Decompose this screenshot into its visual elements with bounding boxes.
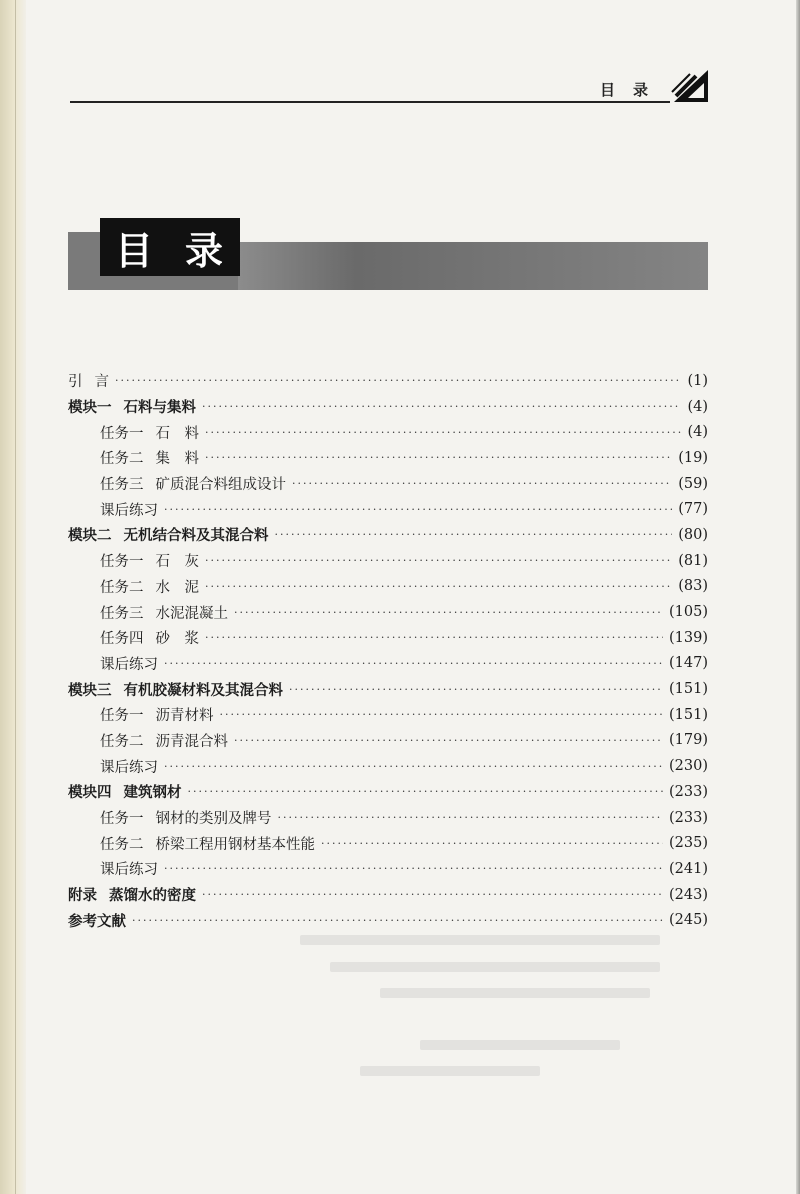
- toc-entry-label: [100, 499, 158, 520]
- toc-entry-page: (235): [669, 835, 708, 852]
- toc-entry-page: (1): [687, 372, 708, 389]
- book-spine-shadow: [0, 0, 26, 1194]
- toc-entry[interactable]: [68, 882, 708, 908]
- toc-entry-label: [100, 447, 199, 468]
- toc-leader-dots: [205, 581, 672, 592]
- bleed-through-text: [380, 988, 650, 998]
- toc-entry-title: 矿质混合料组成设计: [155, 477, 286, 494]
- toc-entry[interactable]: [68, 496, 708, 522]
- toc-entry-label: [100, 833, 315, 854]
- toc-entry-label: [68, 524, 269, 545]
- toc-entry-label: [68, 370, 109, 391]
- page-title: [100, 218, 240, 276]
- toc-entry-prefix: 任务三: [100, 477, 144, 494]
- toc-entry[interactable]: [68, 805, 708, 831]
- toc-entry-label: [100, 550, 199, 571]
- toc-entry-page: (243): [669, 886, 708, 903]
- toc-entry[interactable]: [68, 676, 708, 702]
- toc-leader-dots: [278, 812, 664, 823]
- toc-entry-page: (151): [669, 706, 708, 723]
- toc-leader-dots: [205, 632, 663, 643]
- toc-entry-title: 沥青混合料: [155, 733, 228, 750]
- toc-entry-page: (81): [678, 552, 708, 569]
- toc-leader-dots: [205, 427, 681, 438]
- toc-entry-title: 砂 浆: [155, 631, 199, 648]
- page-title-char-1: 目: [114, 228, 155, 273]
- toc-entry-label: [100, 602, 228, 623]
- toc-entry[interactable]: [68, 856, 708, 882]
- toc-leader-dots: [234, 735, 663, 746]
- toc-leader-dots: [275, 529, 673, 540]
- toc-entry[interactable]: [68, 907, 708, 933]
- toc-entry-page: (80): [678, 526, 708, 543]
- toc-entry-label: [68, 884, 196, 905]
- toc-entry-page: (139): [669, 629, 708, 646]
- triangle-ruler-icon: [670, 66, 712, 108]
- toc-entry-prefix: 任务一: [100, 811, 144, 828]
- running-header-char-1: 目: [600, 80, 616, 99]
- toc-entry-prefix: 任务一: [100, 554, 144, 571]
- toc-entry-title: 蒸馏水的密度: [109, 888, 196, 905]
- toc-entry-label: [100, 422, 199, 443]
- toc-entry-title: 集 料: [155, 451, 199, 468]
- page-title-char-2: 录: [184, 228, 225, 273]
- table-of-contents: [68, 368, 708, 933]
- toc-entry-title: 石 灰: [155, 554, 199, 571]
- toc-entry-title: 石 料: [155, 425, 199, 442]
- toc-entry-title: 钢材的类别及牌号: [155, 811, 272, 828]
- toc-entry[interactable]: [68, 702, 708, 728]
- toc-entry-prefix: 模块三: [68, 682, 112, 699]
- toc-entry-title: 无机结合料及其混合料: [123, 528, 269, 545]
- toc-entry-prefix: 课后练习: [100, 502, 158, 519]
- toc-entry[interactable]: [68, 368, 708, 394]
- toc-entry[interactable]: [68, 522, 708, 548]
- toc-entry-page: (59): [678, 475, 708, 492]
- toc-leader-dots: [164, 658, 663, 669]
- toc-entry-page: (151): [669, 681, 708, 698]
- toc-entry-label: [100, 473, 286, 494]
- toc-entry-prefix: 模块二: [68, 528, 112, 545]
- toc-entry-prefix: 任务三: [100, 605, 144, 622]
- toc-entry[interactable]: [68, 394, 708, 420]
- toc-entry-page: (19): [678, 449, 708, 466]
- toc-entry-page: (233): [669, 809, 708, 826]
- toc-entry-prefix: 模块四: [68, 785, 112, 802]
- toc-entry-prefix: 任务二: [100, 836, 144, 853]
- toc-entry-page: (105): [669, 604, 708, 621]
- toc-leader-dots: [289, 684, 663, 695]
- toc-entry[interactable]: [68, 625, 708, 651]
- toc-entry-label: [100, 576, 199, 597]
- toc-entry-title: 言: [94, 374, 109, 391]
- page-edge: [796, 0, 800, 1194]
- toc-entry-label: [100, 807, 272, 828]
- toc-entry-title: 石料与集料: [123, 400, 196, 417]
- toc-leader-dots: [164, 863, 663, 874]
- toc-entry[interactable]: [68, 728, 708, 754]
- toc-entry-page: (233): [669, 783, 708, 800]
- toc-entry-label: [68, 679, 283, 700]
- toc-entry-page: (147): [669, 655, 708, 672]
- toc-entry[interactable]: [68, 753, 708, 779]
- toc-leader-dots: [205, 555, 672, 566]
- toc-leader-dots: [202, 401, 681, 412]
- toc-leader-dots: [220, 709, 664, 720]
- book-gutter-line: [15, 0, 16, 1194]
- bleed-through-text: [330, 962, 660, 972]
- toc-entry-prefix: 任务四: [100, 631, 144, 648]
- toc-leader-dots: [292, 478, 672, 489]
- toc-entry-title: 有机胶凝材料及其混合料: [123, 682, 283, 699]
- toc-entry-prefix: 课后练习: [100, 759, 158, 776]
- toc-entry-page: (241): [669, 860, 708, 877]
- toc-entry-page: (77): [678, 501, 708, 518]
- bleed-through-text: [360, 1066, 540, 1076]
- toc-entry-prefix: 模块一: [68, 400, 112, 417]
- toc-entry-label: [68, 910, 126, 931]
- toc-leader-dots: [115, 375, 681, 386]
- toc-entry[interactable]: [68, 779, 708, 805]
- toc-entry-label: [100, 704, 214, 725]
- toc-leader-dots: [202, 889, 663, 900]
- toc-entry-page: (230): [669, 758, 708, 775]
- toc-entry[interactable]: [68, 574, 708, 600]
- toc-entry-prefix: 引: [68, 374, 83, 391]
- bleed-through-text: [300, 935, 660, 945]
- toc-entry-title: 建筑钢材: [123, 785, 182, 802]
- toc-entry-label: [100, 627, 199, 648]
- toc-entry[interactable]: [68, 548, 708, 574]
- toc-entry[interactable]: [68, 471, 708, 497]
- toc-leader-dots: [205, 452, 672, 463]
- toc-entry-prefix: 任务一: [100, 425, 144, 442]
- toc-entry[interactable]: [68, 599, 708, 625]
- toc-entry-label: [100, 756, 158, 777]
- toc-entry[interactable]: [68, 830, 708, 856]
- toc-entry-page: (179): [669, 732, 708, 749]
- toc-entry-prefix: 任务一: [100, 708, 144, 725]
- toc-entry-prefix: 课后练习: [100, 656, 158, 673]
- toc-entry-page: (245): [669, 912, 708, 929]
- header-rule: [70, 101, 670, 103]
- running-header: [600, 76, 670, 102]
- toc-entry-prefix: 课后练习: [100, 862, 158, 879]
- toc-entry[interactable]: [68, 651, 708, 677]
- toc-entry-label: [100, 858, 158, 879]
- toc-entry-page: (4): [687, 424, 708, 441]
- toc-entry[interactable]: [68, 445, 708, 471]
- toc-leader-dots: [132, 915, 663, 926]
- toc-entry-page: (4): [687, 398, 708, 415]
- toc-entry-title: 水 泥: [155, 579, 199, 596]
- running-header-char-2: 录: [633, 80, 649, 99]
- toc-entry-prefix: 任务二: [100, 451, 144, 468]
- toc-entry-prefix: 任务二: [100, 579, 144, 596]
- toc-leader-dots: [188, 786, 664, 797]
- toc-entry-label: [68, 781, 182, 802]
- toc-leader-dots: [164, 504, 672, 515]
- toc-entry-prefix: 附录: [68, 888, 97, 905]
- toc-entry-prefix: 参考文献: [68, 913, 126, 930]
- toc-entry-title: 沥青材料: [155, 708, 214, 725]
- toc-entry-title: 桥梁工程用钢材基本性能: [155, 836, 315, 853]
- toc-entry-label: [68, 396, 196, 417]
- toc-entry-page: (83): [678, 578, 708, 595]
- toc-entry-title: 水泥混凝土: [155, 605, 228, 622]
- toc-entry-prefix: 任务二: [100, 733, 144, 750]
- toc-entry[interactable]: [68, 419, 708, 445]
- bleed-through-text: [420, 1040, 620, 1050]
- toc-leader-dots: [164, 761, 663, 772]
- toc-leader-dots: [234, 607, 663, 618]
- toc-leader-dots: [321, 838, 663, 849]
- toc-entry-label: [100, 653, 158, 674]
- toc-entry-label: [100, 730, 228, 751]
